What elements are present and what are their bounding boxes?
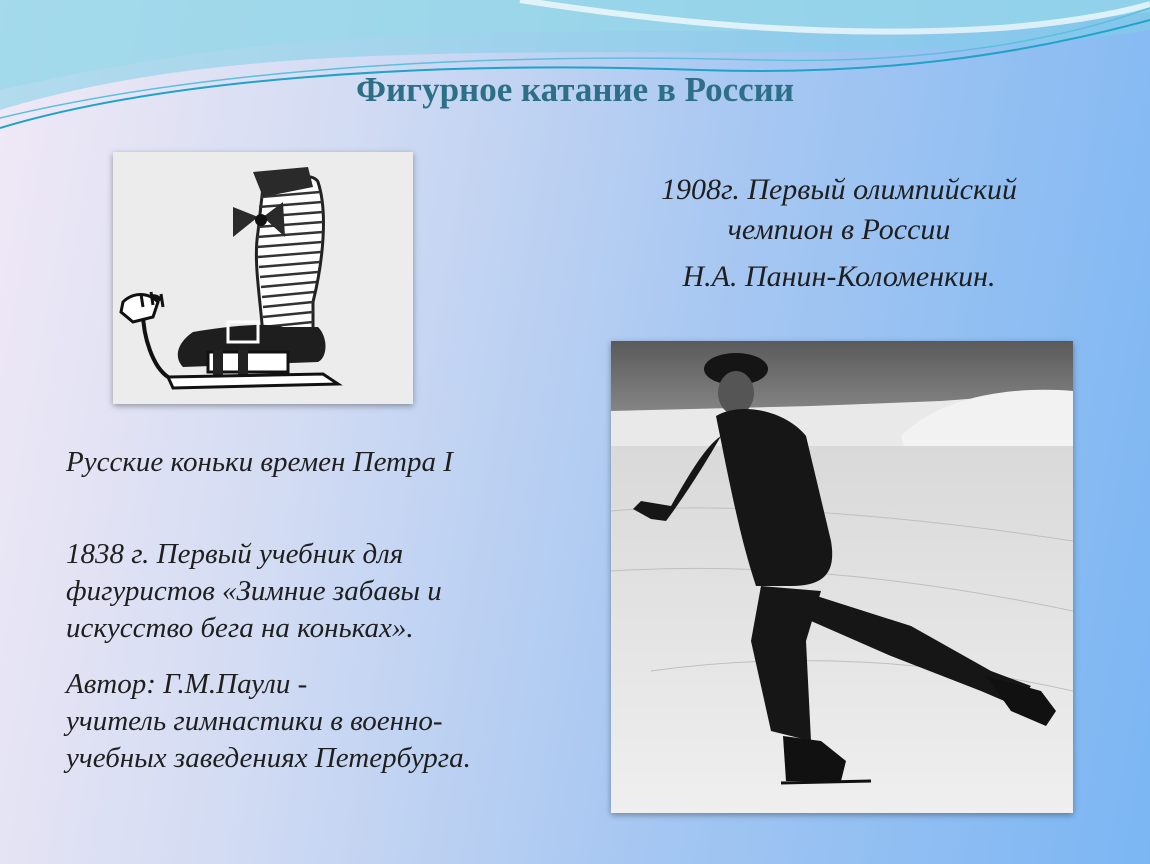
- olympic-line-1: 1908г. Первый олимпийский: [661, 173, 1017, 206]
- page-title: Фигурное катание в России: [355, 70, 795, 109]
- author-paragraph: [66, 666, 471, 777]
- skate-illustration: [113, 152, 413, 404]
- author-line-2: учитель гимнастики в военно-: [66, 705, 443, 737]
- author-line-3: учебных заведениях Петербурга.: [66, 742, 471, 774]
- textbook-paragraph: [66, 536, 442, 647]
- olympic-caption: [612, 170, 1066, 250]
- olympic-champion-name: Н.А. Панин-Коломенкин.: [682, 260, 996, 293]
- textbook-line-3: искусство бега на коньках».: [66, 612, 414, 644]
- skate-caption: Русские коньки времен Петра I: [66, 446, 453, 478]
- author-line-1: Автор: Г.М.Паули -: [66, 668, 308, 700]
- olympic-line-2: чемпион в России: [727, 213, 951, 246]
- skater-photo: [611, 341, 1073, 813]
- textbook-line-1: 1838 г. Первый учебник для: [66, 538, 404, 570]
- textbook-line-2: фигуристов «Зимние забавы и: [66, 575, 442, 607]
